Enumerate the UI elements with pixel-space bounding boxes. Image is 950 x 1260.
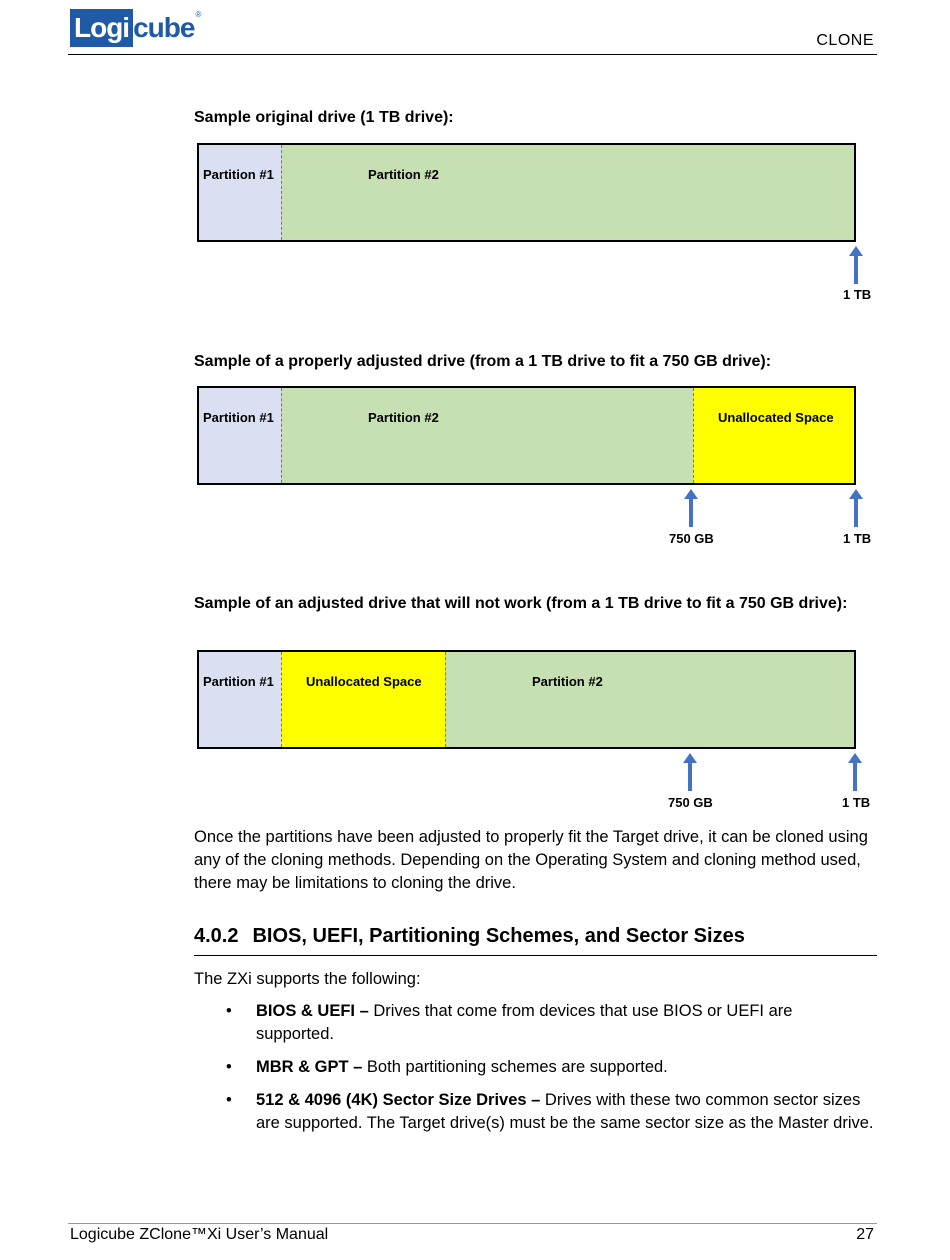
section-title: BIOS, UEFI, Partitioning Schemes, and Sector Sizes [252,925,745,947]
diagram2-partition1 [199,388,281,483]
diagram2-partition2 [281,388,693,483]
section-heading [194,925,745,948]
diagram2-segment-label: Partition #1 [203,410,274,425]
body-paragraph: Once the partitions have been adjusted to properly fit the Target drive, it can be cloned using any of the cloning methods. Depending on the Operating System and cloning method used, there may be limitations to cloning the drive. [194,828,868,892]
diagram1-drive [197,143,856,242]
bullet-text: Drives with these two common sector sizes are supported. The Target drive(s) must be the same sector size as the Master drive. [256,1091,874,1132]
bullet-text: Both partitioning schemes are supported. [362,1058,668,1076]
diagram3-marker-1tb: 1 TB [842,795,871,810]
diagram2-unallocated [693,388,854,483]
arrow-up-icon [849,246,863,284]
bullet-text: Drives that come from devices that use BIOS or UEFI are supported. [256,1002,793,1043]
diagram2-drive [197,386,856,485]
footer-rule [68,1223,877,1224]
page-number: 27 [856,1226,874,1243]
list-item [194,1089,874,1135]
logo-rest-text: cube [133,12,195,43]
intro-text: The ZXi supports the following: [194,970,421,988]
diagram2-segment-label: Partition #2 [368,410,439,425]
list-item [194,1000,874,1046]
arrow-up-icon [848,753,862,791]
diagram1-segment-label: Partition #1 [203,167,274,182]
section-number: 4.0.2 [194,925,239,947]
section-rule [194,955,877,956]
diagram3-segment-label: Partition #1 [203,674,274,689]
bullet-term: 512 & 4096 (4K) Sector Size Drives – [256,1091,541,1109]
diagram2-segment-label: Unallocated Space [718,410,834,425]
section-name: CLONE [816,32,874,49]
footer-manual-title: Logicube ZClone™Xi User’s Manual [70,1226,329,1243]
diagram3-drive [197,650,856,749]
bullet-term: MBR & GPT – [256,1058,363,1076]
diagram1-partition1 [199,145,281,240]
bullet-term: BIOS & UEFI – [256,1002,369,1020]
diagram1-marker-1tb: 1 TB [843,287,872,302]
diagram1-caption: Sample original drive (1 TB drive): [194,109,454,126]
diagram3-marker-750gb: 750 GB [668,795,713,810]
bullet-icon: • [226,1058,232,1076]
arrow-up-icon [683,753,697,791]
arrow-up-icon [684,489,698,527]
diagram2-marker-1tb: 1 TB [843,531,872,546]
bullet-icon: • [226,1002,232,1020]
diagram3-unallocated [281,652,445,747]
logo-box-text: Logi [70,9,133,47]
diagram1-segment-label: Partition #2 [368,167,439,182]
diagram2-caption: Sample of a properly adjusted drive (from a 1 TB drive to fit a 750 GB drive): [194,353,772,370]
logicube-logo [70,9,202,49]
diagram1-partition2 [281,145,854,240]
arrow-up-icon [849,489,863,527]
diagram3-segment-label: Unallocated Space [306,674,422,689]
diagram3-segment-label: Partition #2 [532,674,603,689]
logo-registered-mark: ® [195,10,202,19]
feature-list [194,1000,874,1145]
diagram3-partition1 [199,652,281,747]
header-rule [68,54,877,55]
diagram2-marker-750gb: 750 GB [669,531,714,546]
diagram3-partition2 [445,652,854,747]
bullet-icon: • [226,1091,232,1109]
list-item [194,1056,874,1079]
diagram3-caption: Sample of an adjusted drive that will not work (from a 1 TB drive to fit a 750 GB drive): [194,595,848,612]
